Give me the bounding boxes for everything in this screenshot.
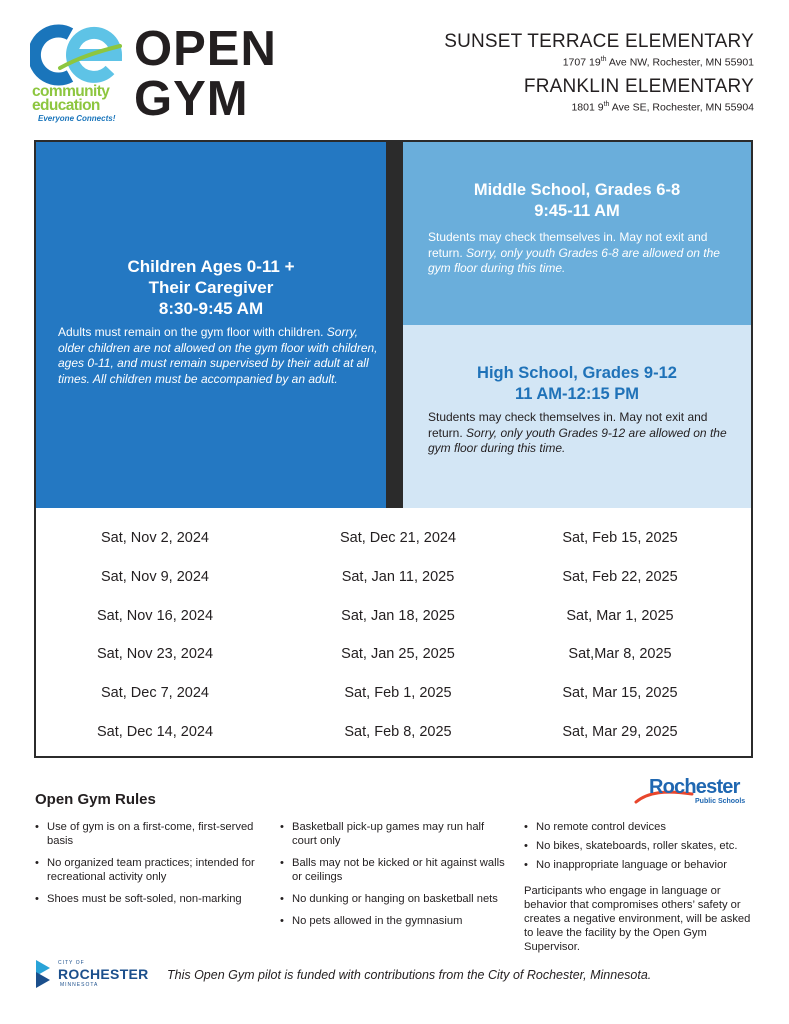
rule-item: • Basketball pick-up games may run half court only [280,820,510,848]
rule-item: • No pets allowed in the gymnasium [280,914,510,928]
date-item: Sat,Mar 8, 2025 [568,646,672,663]
school-franklin [524,76,754,115]
date-item: Sat, Feb 22, 2025 [562,568,678,585]
session-description: Students may check themselves in. May not exit and return. Sorry, only youth Grades 9-12 are allowed on the gym floor during this time. [428,410,727,455]
rule-item: • No dunking or hanging on basketball nets [280,892,510,906]
rule-item: • Shoes must be soft-soled, non-marking [35,892,265,906]
rule-item: • No remote control devices [524,820,764,834]
session-panel-kids [36,142,386,508]
rules-column [280,820,510,936]
rules-column [35,820,265,914]
date-item: Sat, Dec 21, 2024 [339,530,457,546]
city-logo-prefix: CITY OF [58,960,85,966]
date-item: Sat, Feb 8, 2025 [344,723,452,740]
date-item: Sat, Nov 9, 2024 [100,568,209,585]
title-line-open: OPEN [134,22,277,76]
session-description: Students may check themselves in. May not exit and return. Sorry, only youth Grades 6-8 are allowed on the gym floor during this time. [428,230,720,275]
dates-column [279,528,517,761]
rule-item: • Use of gym is on a first-come, first-served basis [35,820,265,848]
panel-divider [386,142,403,508]
date-item: Sat, Jan 11, 2025 [341,568,455,585]
date-item: Sat, Nov 23, 2024 [96,646,214,663]
rule-item: • Balls may not be kicked or hit against walls or ceilings [280,856,510,884]
dates-column [36,528,274,761]
date-item: Sat, Mar 29, 2025 [562,723,678,740]
school-address: 1707 19th Ave NW, Rochester, MN 55901 [562,56,754,69]
session-panel-middle-school [403,142,751,325]
community-education-logo [30,24,130,124]
page-title [134,24,277,124]
school-name: SUNSET TERRACE ELEMENTARY [444,31,754,52]
school-address: 1801 9th Ave SE, Rochester, MN 55904 [571,101,754,114]
date-item: Sat, Dec 7, 2024 [100,685,209,702]
title-line-gym: GYM [134,72,249,126]
date-item: Sat, Dec 14, 2024 [96,723,214,740]
session-description: Adults must remain on the gym floor with children. Sorry, older children are not allowed on the gym floor with children, ages 0-11, and must remain supervised by their adult at all times. All children must be accompanied by an adult. [58,325,378,386]
rule-item: • No inappropriate language or behavior [524,858,764,872]
date-item: Sat, Jan 18, 2025 [341,607,455,624]
rules-heading: Open Gym Rules [35,791,156,808]
city-logo-name: ROCHESTER [58,966,149,982]
ce-logo-mark-icon [30,24,122,86]
rule-item: • No organized team practices; intended for recreational activity only [35,856,265,884]
session-panel-high-school [403,325,751,508]
session-title: Children Ages 0-11 + Their Caregiver 8:30-9:45 AM [127,257,295,318]
rules-column [524,820,764,877]
school-name: FRANKLIN ELEMENTARY [523,76,754,97]
funding-note: This Open Gym pilot is funded with contributions from the City of Rochester, Minnesota. [167,968,652,982]
date-item: Sat, Mar 1, 2025 [566,607,674,624]
date-item: Sat, Jan 25, 2025 [341,646,455,663]
dates-column [504,528,736,761]
date-item: Sat, Feb 1, 2025 [344,685,452,702]
city-logo-state: MINNESOTA [60,982,99,988]
rps-logo-subtitle: Public Schools [695,798,746,805]
date-item: Sat, Nov 16, 2024 [96,607,214,624]
logo-text-community: community [32,83,110,100]
school-sunset-terrace [444,31,754,70]
rps-logo-name: Rochester [649,776,740,798]
rule-item: • No bikes, skateboards, roller skates, etc. [524,839,764,853]
date-item: Sat, Feb 15, 2025 [562,530,678,546]
date-item: Sat, Nov 2, 2024 [100,530,209,546]
city-of-rochester-logo-icon [32,956,60,990]
session-title: High School, Grades 9-12 11 AM-12:15 PM [477,364,677,403]
logo-tagline: Everyone Connects! [38,114,116,123]
rules-note: Participants who engage in language or behavior that compromises others’ safety or creates a negative environment, will be asked to leave the facility by the Open Gym Supervisor. [524,885,751,953]
schedule-box [34,140,753,758]
date-item: Sat, Mar 15, 2025 [562,685,678,702]
logo-text-education: education [32,97,100,114]
session-title: Middle School, Grades 6-8 9:45-11 AM [473,181,681,220]
